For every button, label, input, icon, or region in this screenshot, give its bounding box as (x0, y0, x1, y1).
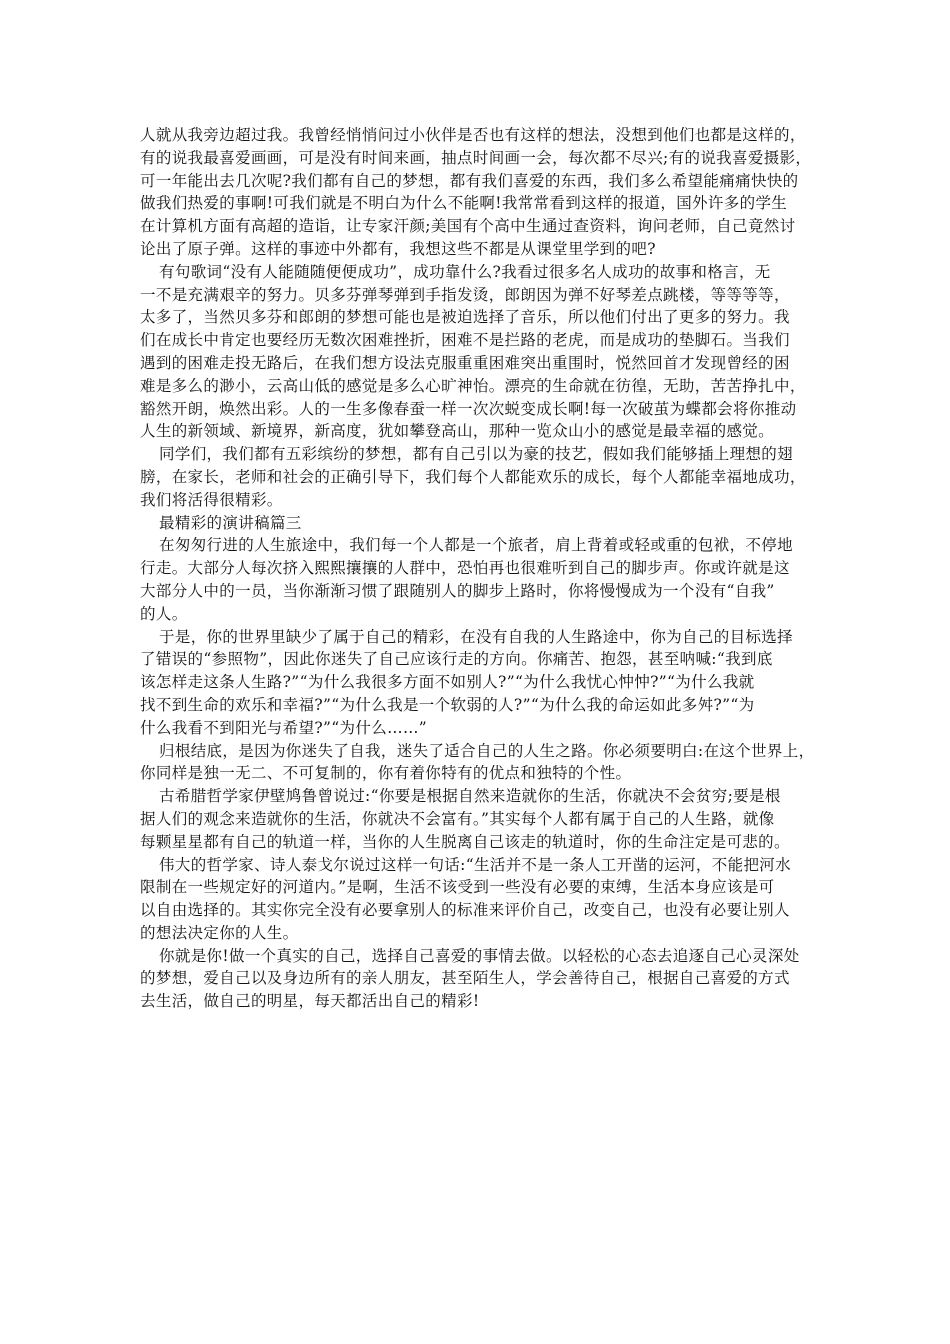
text-line: 伟大的哲学家、诗人泰戈尔说过这样一句话:“生活并不是一条人工开凿的运河，不能把河水 (159, 855, 791, 874)
text-line: 太多了，当然贝多芬和郎朗的梦想可能也是被迫选择了音乐，所以他们付出了更多的努力。我 (140, 308, 790, 327)
text-line: 行走。大部分人每次挤入熙熙攘攘的人群中，恐怕再也很难听到自己的脚步声。你或许就是这 (140, 559, 790, 578)
text-line: 于是，你的世界里缺少了属于自己的精彩，在没有自我的人生路途中，你为自己的目标选择 (159, 627, 794, 646)
text-line: 的人。 (140, 604, 188, 623)
text-line: 大部分人中的一员，当你渐渐习惯了跟随别人的脚步上路时，你将慢慢成为一个没有“自我” (140, 581, 775, 600)
text-line: 以自由选择的。其实你完全没有必要拿别人的标准来评价自己，改变自己，也没有必要让别人 (140, 901, 790, 920)
text-line: 膀，在家长，老师和社会的正确引导下，我们每个人都能欢乐的成长，每个人都能幸福地成功， (140, 467, 806, 486)
text-line: 人生的新领域、新境界，新高度，犹如攀登高山，那种一览众山小的感觉是最幸福的感觉。 (140, 422, 775, 441)
text-line: 人就从我旁边超过我。我曾经悄悄问过小伙伴是否也有这样的想法，没想到他们也都是这样的， (140, 126, 806, 144)
text-line: 我们将活得很精彩。 (140, 490, 283, 509)
text-line: 的梦想，爱自己以及身边所有的亲人朋友，甚至陌生人，学会善待自己，根据自己喜爱的方式 (140, 969, 790, 988)
text-line: 限制在一些规定好的河道内。”是啊，生活不该受到一些没有必要的束缚，生活本身应该是可 (140, 878, 775, 897)
text-line: 豁然开朗，焕然出彩。人的一生多像春蚕一样一次次蜕变成长啊!每一次破茧为蝶都会将你推动 (140, 399, 797, 418)
text-line: 找不到生命的欢乐和幸福?”“为什么我是一个软弱的人?”“为什么我的命运如此多舛?”“为 (140, 695, 755, 714)
text-line: 古希腊哲学家伊壁鸠鲁曾说过:“你要是根据自然来造就你的生活，你就决不会贫穷;要是根 (159, 787, 781, 806)
text-line: 据人们的观念来造就你的生活，你就决不会富有。”其实每个人都有属于自己的人生路，就像 (140, 809, 775, 828)
text-line: 你就是你!做一个真实的自己，选择自己喜爱的事情去做。以轻松的心态去追逐自己心灵深处 (159, 946, 800, 965)
text-line: 论出了原子弹。这样的事迹中外都有，我想这些不都是从课堂里学到的吧? (140, 239, 656, 258)
text-line: 们在成长中肯定也要经历无数次困难挫折，困难不是拦路的老虎，而是成功的垫脚石。当我们 (140, 331, 790, 350)
text-line: 可一年能出去几次呢?我们都有自己的梦想，都有我们喜爱的东西，我们多么希望能痛痛快快的 (140, 171, 799, 190)
text-line: 在匆匆行进的人生旅途中，我们每一个人都是一个旅者，肩上背着或轻或重的包袱，不停地 (159, 536, 794, 555)
text-line: 你同样是独一无二、不可复制的，你有着你特有的优点和独特的个性。 (140, 764, 632, 783)
text-line: 了错误的“参照物”，因此你迷失了自己应该行走的方向。你痛苦、抱怨，甚至呐喊:“我到底 (140, 650, 773, 669)
text-line: 什么我看不到阳光与希望?”“为什么……” (140, 718, 428, 737)
text-line: 有句歌词“没有人能随随便便成功”，成功靠什么?我看过很多名人成功的故事和格言，无 (159, 262, 771, 281)
text-line: 有的说我最喜爱画画，可是没有时间来画，抽点时间画一会，每次都不尽兴;有的说我喜爱摄影， (140, 148, 812, 167)
text-line: 最精彩的演讲稿篇三 (159, 513, 302, 532)
text-line: 一不是充满艰辛的努力。贝多芬弹琴弹到手指发烫，郎朗因为弹不好琴差点跳楼，等等等等， (140, 285, 790, 304)
text-line: 同学们，我们都有五彩缤纷的梦想，都有自己引以为豪的技艺，假如我们能够插上理想的翅 (159, 445, 794, 464)
text-line: 归根结底，是因为你迷失了自我，迷失了适合自己的人生之路。你必须要明白:在这个世界上， (159, 741, 815, 760)
text-line: 在计算机方面有高超的造诣，让专家汗颜;美国有个高中生通过查资料，询问老师，自己竟然讨 (140, 217, 796, 236)
text-line: 去生活，做自己的明星，每天都活出自己的精彩! (140, 992, 480, 1011)
text-line: 的想法决定你的人生。 (140, 923, 299, 942)
text-line: 遇到的困难走投无路后，在我们想方设法克服重重困难突出重围时，悦然回首才发现曾经的困 (140, 353, 790, 372)
text-line: 该怎样走这条人生路?”“为什么我很多方面不如别人?”“为什么我忧心忡忡?”“为什么我就 (140, 673, 755, 692)
text-line: 每颗星星都有自己的轨道一样，当你的人生脱离自己该走的轨道时，你的生命注定是可悲的。 (140, 832, 790, 851)
text-line: 做我们热爱的事啊!可我们就是不明白为什么不能啊!我常常看到这样的报道，国外许多的学生 (140, 194, 788, 213)
document-page (140, 124, 820, 1013)
text-line: 难是多么的渺小，云高山低的感觉是多么心旷神怡。漂亮的生命就在彷徨，无助，苦苦挣扎中， (140, 376, 806, 395)
